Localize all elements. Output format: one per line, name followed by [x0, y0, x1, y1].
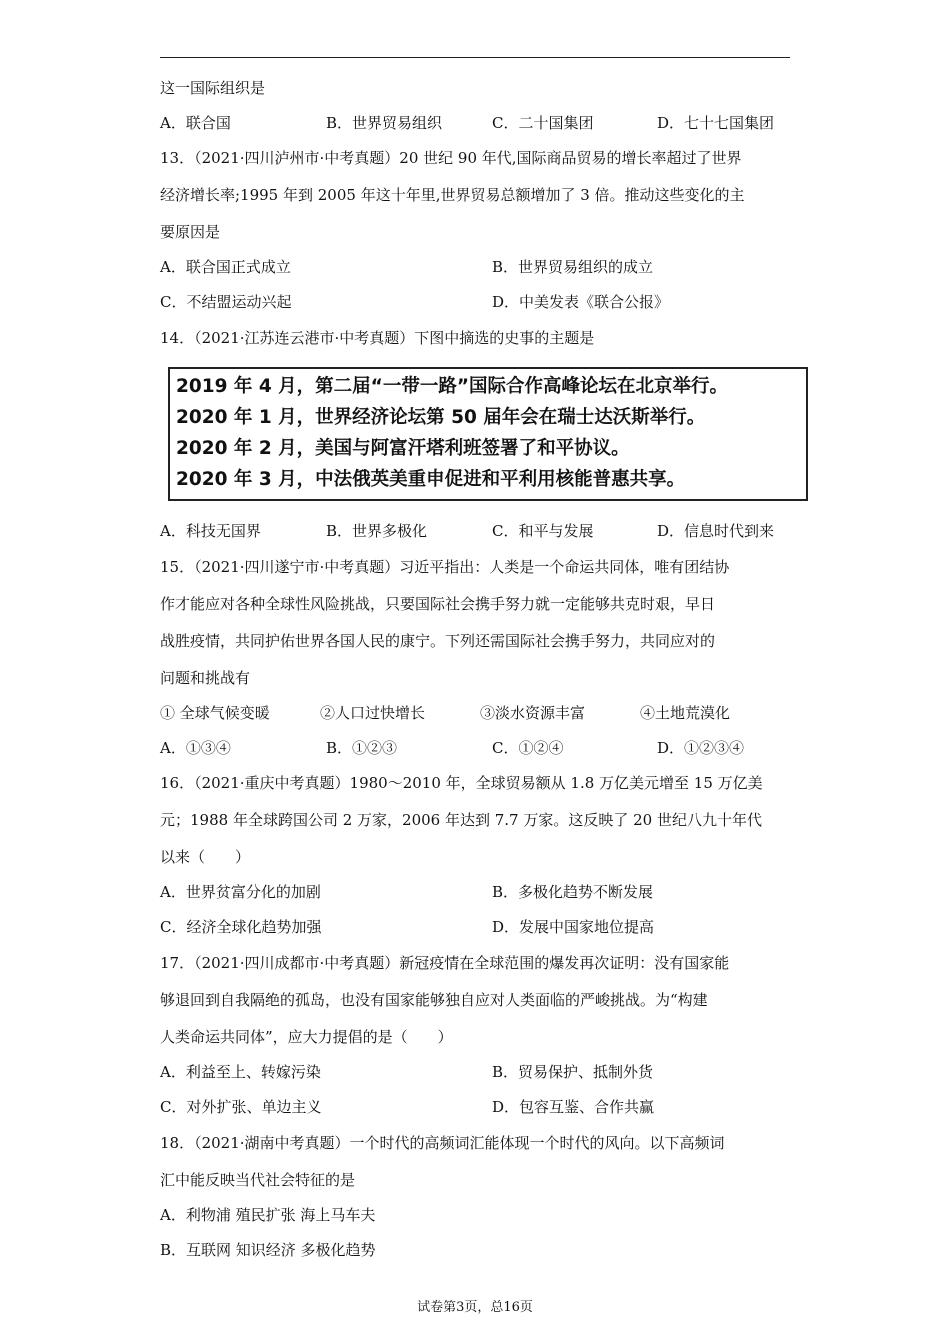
q16-option-b[interactable]: B．多极化趋势不断发展 [492, 883, 654, 901]
q18-line-2: 汇中能反映当代社会特征的是 [160, 1171, 356, 1189]
q15-line-2: 作才能应对各种全球性风险挑战，只要国际社会携手努力就一定能够共克时艰，早日 [160, 595, 716, 613]
q13-option-c[interactable]: C．不结盟运动兴起 [160, 293, 292, 311]
q16-option-a[interactable]: A．世界贫富分化的加剧 [160, 883, 321, 901]
q12-option-b[interactable]: B．世界贸易组织 [326, 114, 443, 132]
q12-option-d[interactable]: D．七十七国集团 [657, 114, 775, 132]
q17-line-2: 够退回到自我隔绝的孤岛，也没有国家能够独自应对人类面临的严峻挑战。为“构建 [160, 991, 708, 1009]
q18-option-a[interactable]: A．利物浦 殖民扩张 海上马车夫 [160, 1206, 376, 1224]
q14-option-a[interactable]: A．科技无国界 [160, 522, 261, 540]
q14-figure-line-3: 2020 年 2 月，美国与阿富汗塔利班签署了和平协议。 [176, 438, 630, 459]
q17-option-a[interactable]: A．利益至上、转嫁污染 [160, 1063, 321, 1081]
q13-line-2: 经济增长率;1995 年到 2005 年这十年里,世界贸易总额增加了 3 倍。推动这些变化的主 [160, 186, 745, 204]
q15-option-d[interactable]: D．①②③④ [657, 739, 745, 757]
q15-line-3: 战胜疫情，共同护佑世界各国人民的康宁。下列还需国际社会携手努力，共同应对的 [160, 632, 716, 650]
q15-item-1: ① 全球气候变暖 [160, 704, 270, 722]
q13-option-b[interactable]: B．世界贸易组织的成立 [492, 258, 654, 276]
q14-figure-line-4: 2020 年 3 月，中法俄英美重申促进和平利用核能普惠共享。 [176, 469, 686, 490]
q16-option-d[interactable]: D．发展中国家地位提高 [492, 918, 655, 936]
q14-figure-line-2: 2020 年 1 月，世界经济论坛第 50 届年会在瑞士达沃斯举行。 [176, 407, 706, 428]
q13-option-a[interactable]: A．联合国正式成立 [160, 258, 291, 276]
q15-item-3: ③淡水资源丰富 [480, 704, 586, 722]
q14-option-c[interactable]: C．和平与发展 [492, 522, 594, 540]
q14-figure-box [168, 367, 808, 501]
q15-option-c[interactable]: C．①②④ [492, 739, 564, 757]
q14-option-d[interactable]: D．信息时代到来 [657, 522, 775, 540]
q17-option-d[interactable]: D．包容互鉴、合作共赢 [492, 1098, 655, 1116]
q15-line-4: 问题和挑战有 [160, 669, 251, 687]
q17-line-1: 17．（2021·四川成都市·中考真题）新冠疫情在全球范围的爆发再次证明：没有国家能 [160, 954, 730, 972]
q13-option-d[interactable]: D．中美发表《联合公报》 [492, 293, 670, 311]
page-footer: 试卷第3页，总16页 [417, 1300, 533, 1315]
q12-option-c[interactable]: C．二十国集团 [492, 114, 594, 132]
q17-option-c[interactable]: C．对外扩张、单边主义 [160, 1098, 322, 1116]
q16-option-c[interactable]: C．经济全球化趋势加强 [160, 918, 322, 936]
q15-item-4: ④土地荒漠化 [640, 704, 731, 722]
q18-line-1: 18．（2021·湖南中考真题）一个时代的高频词汇能体现一个时代的风向。以下高频词 [160, 1134, 725, 1152]
q14-stem: 14．（2021·江苏连云港市·中考真题）下图中摘选的史事的主题是 [160, 329, 595, 347]
q15-option-a[interactable]: A．①③④ [160, 739, 231, 757]
q17-option-b[interactable]: B．贸易保护、抵制外货 [492, 1063, 654, 1081]
q16-line-2: 元；1988 年全球跨国公司 2 万家，2006 年达到 7.7 万家。这反映了 20 世纪八九十年代 [160, 811, 762, 829]
q12-option-a[interactable]: A．联合国 [160, 114, 231, 132]
q14-option-b[interactable]: B．世界多极化 [326, 522, 428, 540]
q16-line-3: 以来（ ） [160, 848, 251, 866]
q15-option-b[interactable]: B．①②③ [326, 739, 398, 757]
q18-option-b[interactable]: B．互联网 知识经济 多极化趋势 [160, 1241, 376, 1259]
q16-line-1: 16．（2021·重庆中考真题）1980～2010 年，全球贸易额从 1.8 万亿美元增至 15 万亿美 [160, 774, 763, 792]
q15-item-2: ②人口过快增长 [320, 704, 426, 722]
q15-line-1: 15．（2021·四川遂宁市·中考真题）习近平指出：人类是一个命运共同体，唯有团结协 [160, 558, 730, 576]
header-rule [160, 57, 790, 58]
q13-line-1: 13．（2021·四川泸州市·中考真题）20 世纪 90 年代,国际商品贸易的增长率超过了世界 [160, 149, 742, 167]
q12-stem-tail: 这一国际组织是 [160, 79, 266, 97]
q13-line-3: 要原因是 [160, 223, 221, 241]
q17-line-3: 人类命运共同体”，应大力提倡的是（ ） [160, 1028, 453, 1046]
q14-figure-line-1: 2019 年 4 月，第二届“一带一路”国际合作高峰论坛在北京举行。 [176, 376, 729, 397]
